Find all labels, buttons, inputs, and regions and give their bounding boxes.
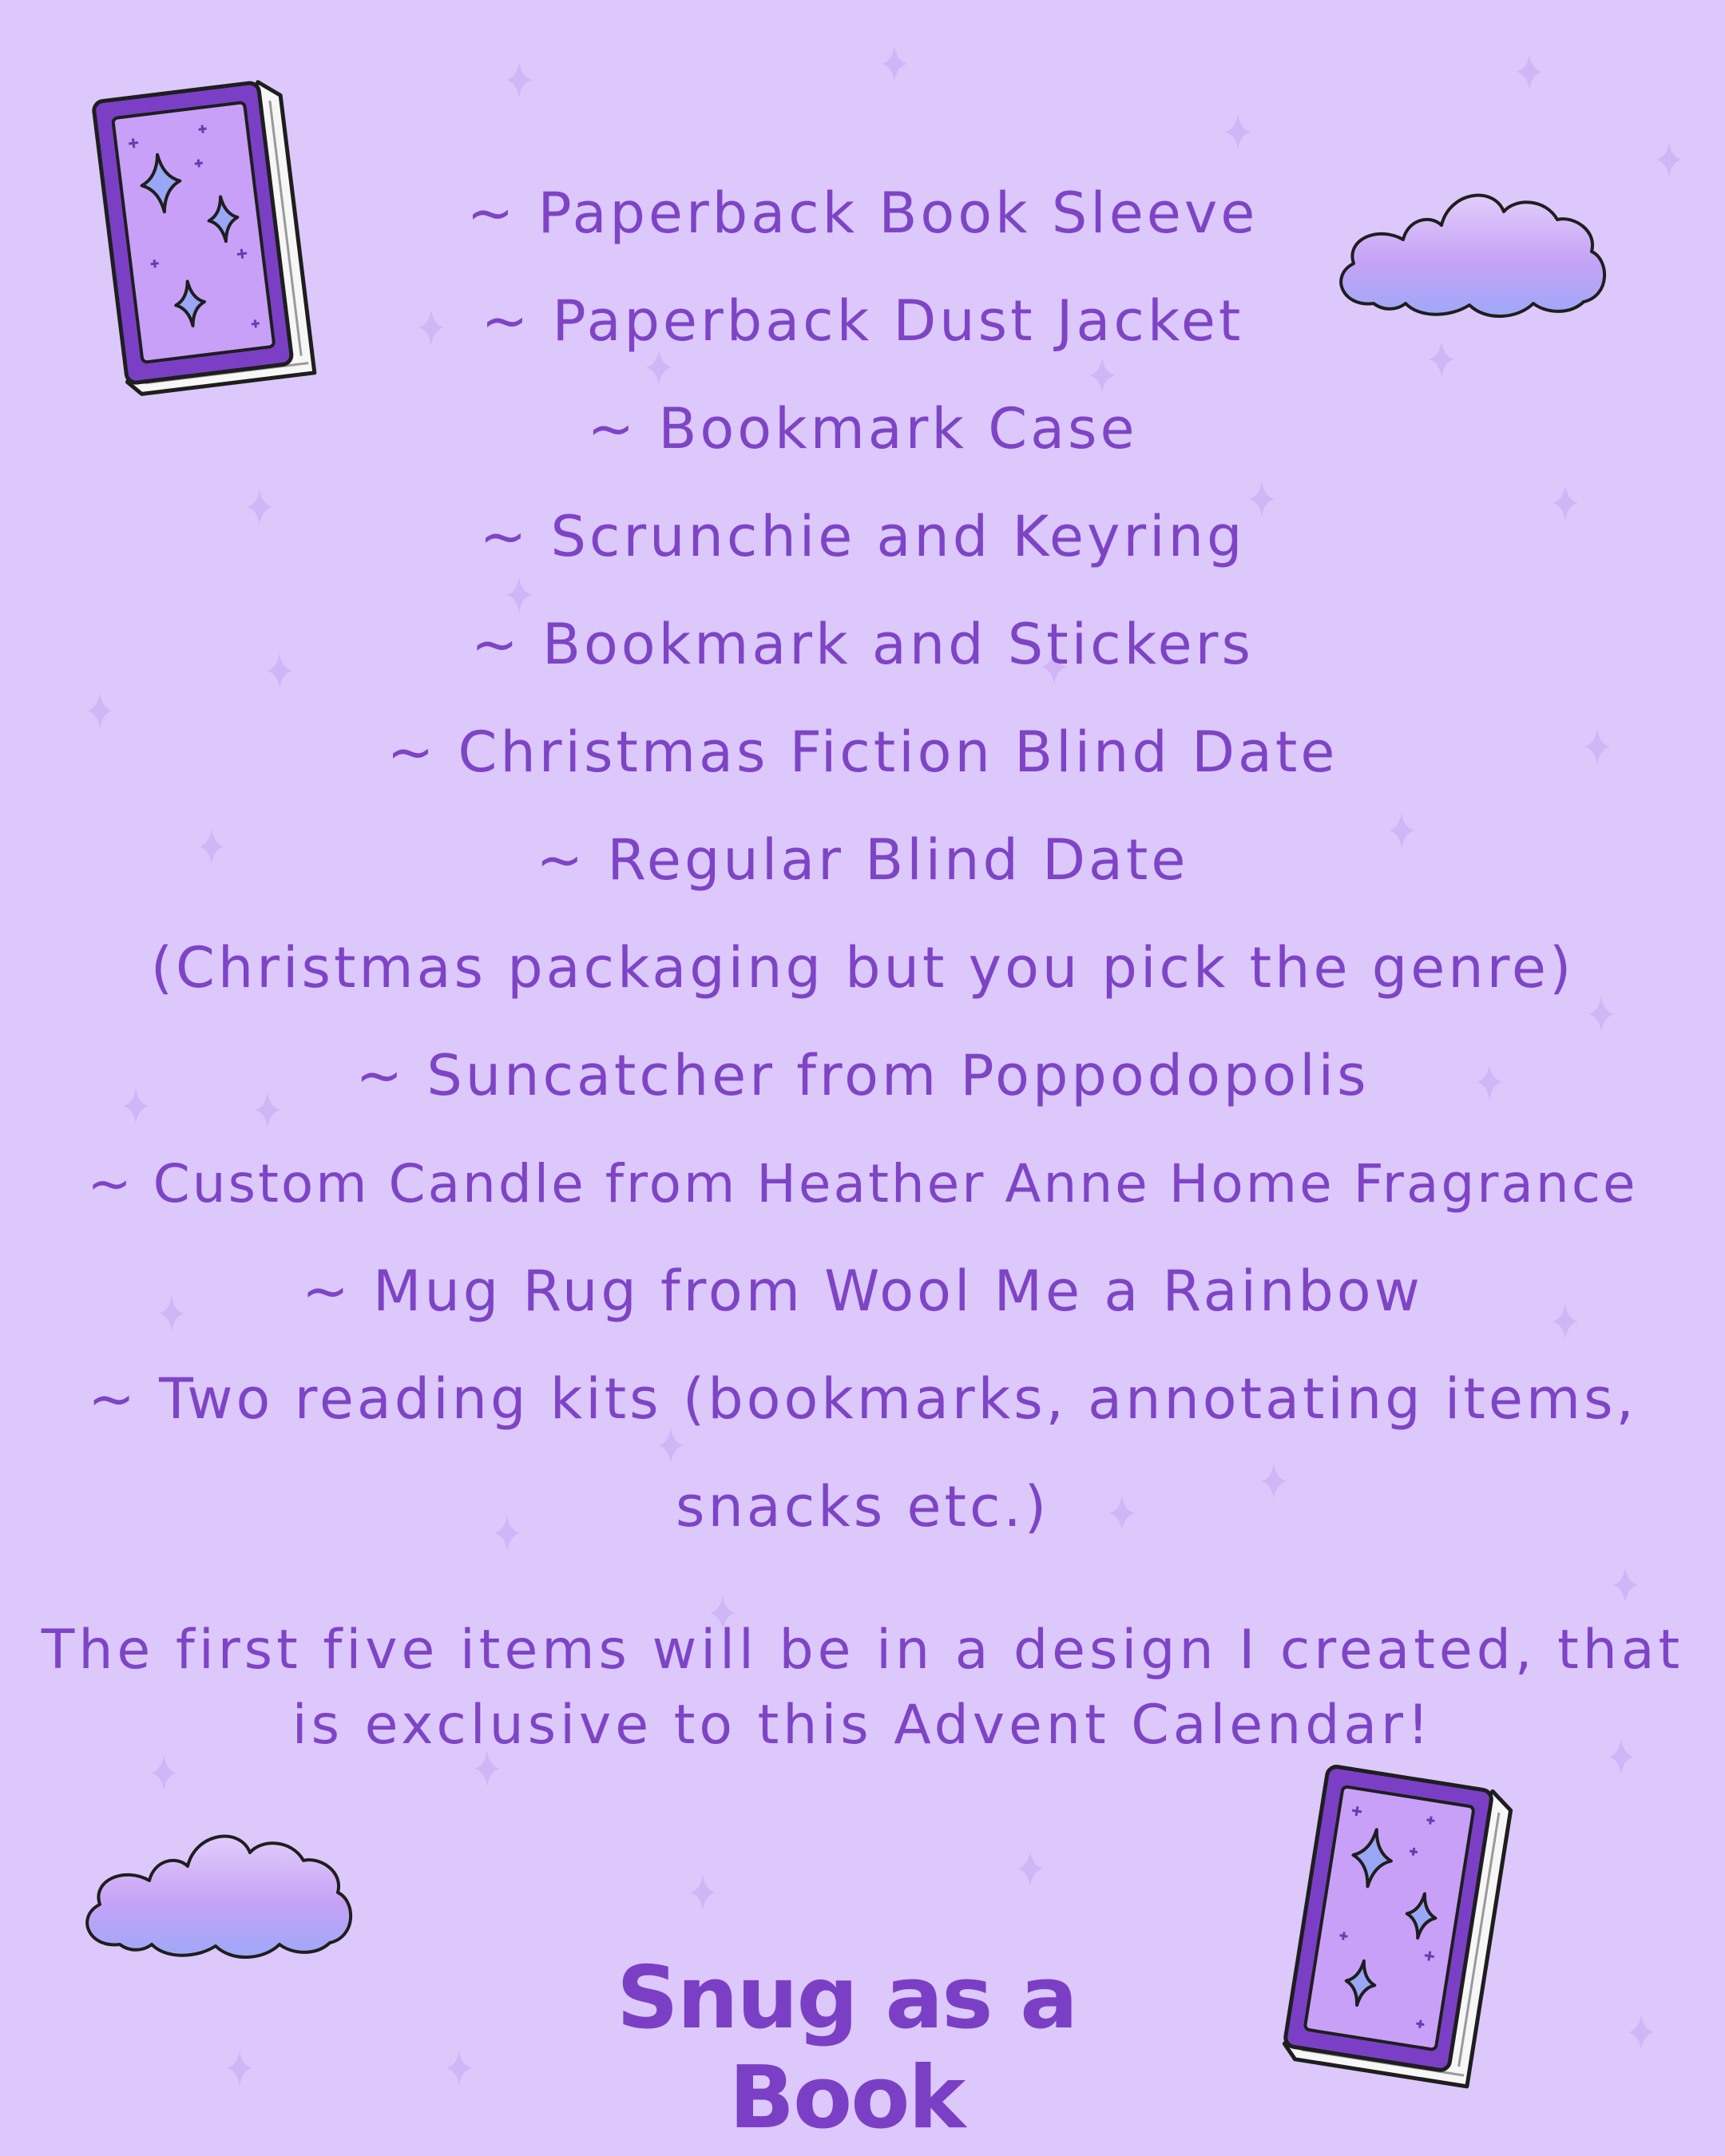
list-item: ~ Suncatcher from Poppodopolis (355, 1043, 1370, 1108)
sparkle-icon (1225, 114, 1251, 149)
sparkle-icon (690, 1875, 716, 1910)
list-item: ~ Scrunchie and Keyring (479, 504, 1246, 569)
list-item: ~ Paperback Book Sleeve (466, 180, 1259, 246)
cloud-icon (76, 1817, 363, 1968)
note-line: The first five items will be in a design I created, that (41, 1619, 1684, 1682)
sparkle-icon (446, 2051, 472, 2086)
sparkle-icon (1612, 1567, 1638, 1603)
sparkle-icon (1517, 54, 1542, 89)
list-item: snacks etc.) (675, 1474, 1050, 1540)
list-item: ~ Christmas Fiction Blind Date (387, 719, 1338, 785)
list-item: ~ Mug Rug from Wool Me a Rainbow (302, 1258, 1423, 1324)
sparkle-icon (227, 2051, 252, 2086)
advent-items-list (0, 160, 1725, 1561)
list-item: ~ Two reading kits (bookmarks, annotating items, (88, 1366, 1637, 1432)
list-item: ~ Bookmark Case (587, 396, 1138, 462)
list-item: ~ Paperback Dust Jacket (481, 288, 1244, 354)
exclusive-design-note (32, 1613, 1693, 1763)
book-icon (1282, 1761, 1545, 2096)
sparkle-icon (506, 62, 532, 97)
brand-logo: Snug as a Book (616, 1948, 1077, 2148)
list-item: ~ Regular Blind Date (536, 827, 1189, 893)
sparkle-icon (1017, 1851, 1043, 1886)
sparkle-icon (1628, 2015, 1654, 2050)
list-item: ~ Bookmark and Stickers (471, 612, 1254, 677)
note-line: is exclusive to this Advent Calendar! (291, 1694, 1434, 1757)
sparkle-icon (882, 46, 907, 81)
list-item: (Christmas packaging but you pick the genre) (150, 935, 1575, 1001)
list-item: ~ Custom Candle from Heather Anne Home Fragrance (87, 1153, 1638, 1215)
